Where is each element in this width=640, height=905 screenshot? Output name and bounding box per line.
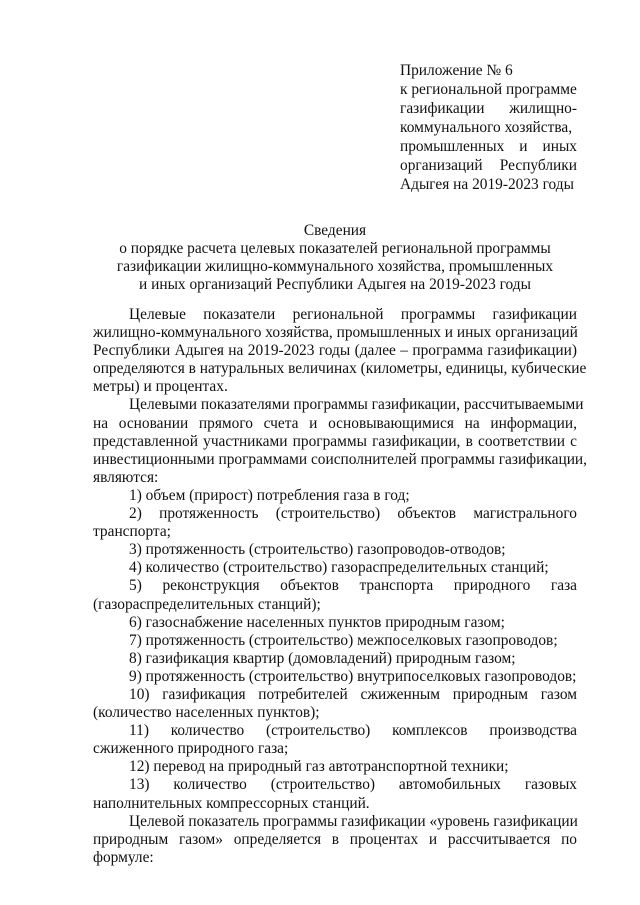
text-line: (количество населенных пунктов); xyxy=(93,704,320,722)
paragraph-intro xyxy=(93,306,587,396)
text-line: на основании прямого счета и основывающимися на информации, xyxy=(93,414,577,432)
annex-line: Приложение № 6 xyxy=(400,62,513,79)
annex-line: организаций Республики xyxy=(400,157,577,174)
list-item xyxy=(93,650,577,668)
text-line: Целевые показатели региональной программы газификации xyxy=(129,306,577,323)
text-line: (газораспределительных станций); xyxy=(93,595,321,613)
annex-line: промышленных и иных xyxy=(400,138,577,155)
text-line: транспорта; xyxy=(93,523,171,541)
text-line: метры) и процентах. xyxy=(93,378,228,396)
list-item xyxy=(93,776,577,812)
heading-line: газификации жилищно-коммунального хозяйства, промышленных xyxy=(116,258,554,275)
annex-block xyxy=(400,61,577,194)
text-line: 10) газификация потребителей сжиженным природным газом xyxy=(129,685,577,703)
text-line: 9) протяженность (строительство) внутрипоселковых газопроводов; xyxy=(129,667,577,685)
text-line: 12) перевод на природный газ автотранспортной техники; xyxy=(129,758,509,776)
text-line: формуле: xyxy=(93,848,154,866)
list-item xyxy=(93,758,577,776)
heading-line: и иных организаций Республики Адыгея на 2019-2023 годы xyxy=(139,276,531,293)
list-item xyxy=(93,487,577,505)
text-line: 4) количество (строительство) газораспределительных станций; xyxy=(129,559,549,577)
annex-line: коммунального хозяйства, xyxy=(400,119,573,136)
text-line: природным газом» определяется в процентах и рассчитывается по xyxy=(93,830,577,848)
annex-line: к региональной программе xyxy=(400,81,577,98)
text-line: Целевыми показателями программы газификации, рассчитываемыми xyxy=(129,396,584,414)
text-line: 8) газификация квартир (домовладений) природным газом; xyxy=(129,649,516,667)
annex-line: Адыгея на 2019-2023 годы xyxy=(400,176,574,193)
list-item xyxy=(93,632,577,650)
list-item xyxy=(93,722,577,758)
text-line: определяются в натуральных величинах (километры, единицы, кубические xyxy=(93,360,587,378)
list-item xyxy=(93,614,577,632)
text-line: 1) объем (прирост) потребления газа в год; xyxy=(129,486,410,504)
list-item xyxy=(93,559,577,577)
text-line: Целевой показатель программы газификации «уровень газификации xyxy=(129,812,578,830)
text-line: инвестиционными программами соисполнителей программы газификации, xyxy=(93,450,588,468)
list-item xyxy=(93,577,577,613)
text-line: являются: xyxy=(93,468,159,486)
text-line: 2) протяженность (строительство) объектов магистрального xyxy=(129,505,577,523)
document-heading xyxy=(80,222,590,294)
text-line: 11) количество (строительство) комплексов производства xyxy=(129,722,577,740)
text-line: жилищно-коммунального хозяйства, промышленных и иных организаций xyxy=(93,324,578,342)
list-item xyxy=(93,541,577,559)
text-line: наполнительных компрессорных станций. xyxy=(93,794,370,812)
text-line: сжиженного природного газа; xyxy=(93,740,289,758)
text-line: 6) газоснабжение населенных пунктов природным газом; xyxy=(129,613,505,631)
list-item xyxy=(93,686,577,722)
annex-line: газификации жилищно- xyxy=(400,100,577,117)
list-item xyxy=(93,505,577,541)
text-line: 3) протяженность (строительство) газопроводов-отводов; xyxy=(129,541,506,559)
paragraph-formula xyxy=(93,813,577,867)
text-line: 7) протяженность (строительство) межпоселковых газопроводов; xyxy=(129,631,558,649)
heading-line: о порядке расчета целевых показателей региональной программы xyxy=(119,240,551,257)
heading-title: Сведения xyxy=(303,222,367,239)
text-line: Республики Адыгея на 2019-2023 годы (далее – программа газификации) xyxy=(93,342,577,360)
text-line: 13) количество (строительство) автомобильных газовых xyxy=(129,776,577,794)
document-body xyxy=(93,306,588,867)
list-item xyxy=(93,668,577,686)
text-line: 5) реконструкция объектов транспорта природного газа xyxy=(129,577,577,595)
paragraph-indicators xyxy=(93,396,588,486)
text-line: представленной участниками программы газификации, в соответствии с xyxy=(93,432,577,450)
